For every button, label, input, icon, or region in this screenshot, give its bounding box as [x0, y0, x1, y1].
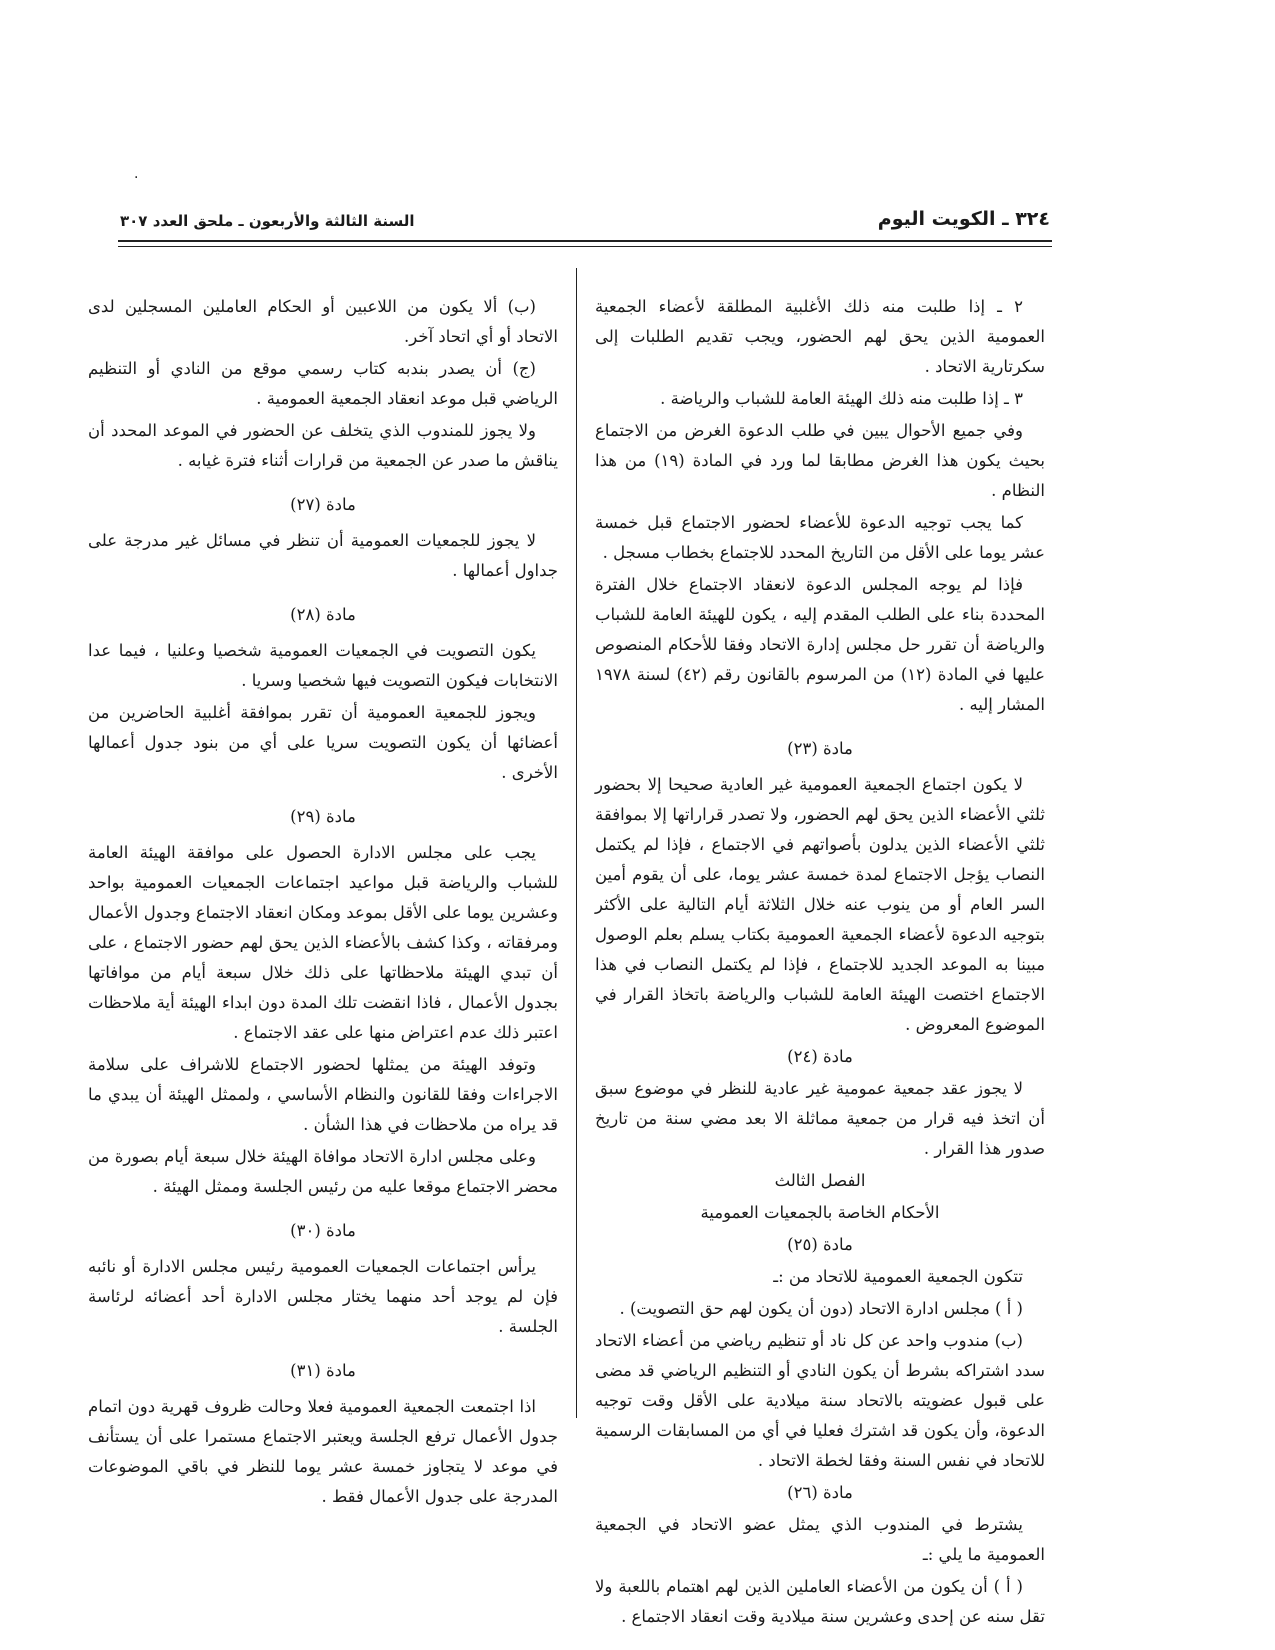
paragraph: يرأس اجتماعات الجمعيات العمومية رئيس مجلس الادارة أو نائبه فإن لم يوجد أحد منهما يختار مجلس الادارة أحد أعضائه لرئاسة الجلسة . — [88, 1257, 558, 1336]
paragraph: يجب على مجلس الادارة الحصول على موافقة الهيئة العامة للشباب والرياضة قبل مواعيد اجتماعات الجمعيات العمومية بواحد وعشرين يوما على الأقل بموعد ومكان انعقاد الاجتماع وجدول الأعمال ومرفقاته ، وكذا كشف بالأعضاء الذين يحق لهم حضور الاجتماع ، على أن تبدي الهيئة ملاحظاتها على ذلك خلال سبعة أيام من موافاتها بجدول الأعمال ، فاذا انقضت تلك المدة دون ابداء الهيئة أية ملاحظات اعتبر ذلك عدم اعتراض منها على عقد الاجتماع . — [88, 843, 558, 1042]
paragraph: (ب) ألا يكون من اللاعبين أو الحكام العاملين المسجلين لدى الاتحاد أو أي اتحاد آخر. — [88, 297, 558, 346]
page-header — [120, 206, 1050, 242]
article-heading: مادة (٢٦) — [787, 1483, 853, 1502]
paragraph: (ج) أن يصدر بندبه كتاب رسمي موقع من النادي أو التنظيم الرياضي قبل موعد انعقاد الجمعية العمومية . — [88, 359, 558, 408]
header-page-title: ٣٢٤ ـ الكويت اليوم — [877, 208, 1050, 230]
article-heading: مادة (٢٥) — [787, 1235, 853, 1254]
right-column — [595, 292, 1045, 1634]
article-heading: مادة (٢٨) — [290, 605, 356, 624]
header-issue-info: السنة الثالثة والأربعون ـ ملحق العدد ٣٠٧ — [120, 212, 415, 230]
paragraph: ويجوز للجمعية العمومية أن تقرر بموافقة أغلبية الحاضرين من أعضائها أن يكون التصويت سريا على أي من بنود جدول أعمالها الأخرى . — [88, 703, 558, 782]
paragraph: وتوفد الهيئة من يمثلها لحضور الاجتماع للاشراف على سلامة الاجراءات وفقا للقانون والنظام الأساسي ، ولممثل الهيئة أن يبدي ما قد يراه من ملاحظات في هذا الشأن . — [88, 1055, 558, 1134]
paragraph: كما يجب توجيه الدعوة للأعضاء لحضور الاجتماع قبل خمسة عشر يوما على الأقل من التاريخ المحدد للاجتماع بخطاب مسجل . — [595, 513, 1045, 562]
paragraph: ولا يجوز للمندوب الذي يتخلف عن الحضور في الموعد المحدد أن يناقش ما صدر عن الجمعية من قرارات أثناء فترة غيابه . — [88, 421, 558, 470]
paragraph: (ب) مندوب واحد عن كل ناد أو تنظيم رياضي من أعضاء الاتحاد سدد اشتراكه بشرط أن يكون النادي أو التنظيم الرياضي قد مضى على قبول عضويته بالاتحاد سنة ميلادية على الأقل وقت توجيه الدعوة، وأن يكون قد اشترك فعليا في أي من المسابقات الرسمية للاتحاد في نفس السنة وفقا لخطة الاتحاد . — [595, 1331, 1045, 1470]
column-divider — [576, 268, 577, 1418]
paragraph: ( أ ) أن يكون من الأعضاء العاملين الذين لهم اهتمام باللعبة ولا تقل سنه عن إحدى وعشرين سنة ميلادية وقت انعقاد الاجتماع . — [595, 1577, 1045, 1626]
article-heading: مادة (٢٩) — [290, 807, 356, 826]
paragraph: يشترط في المندوب الذي يمثل عضو الاتحاد في الجمعية العمومية ما يلي :ـ — [595, 1515, 1045, 1564]
left-column — [88, 292, 558, 1514]
paragraph: ٢ ـ إذا طلبت منه ذلك الأغلبية المطلقة لأعضاء الجمعية العمومية الذين يحق لهم الحضور، ويجب تقديم الطلبات إلى سكرتارية الاتحاد . — [595, 297, 1045, 376]
paragraph: وفي جميع الأحوال يبين في طلب الدعوة الغرض من الاجتماع بحيث يكون هذا الغرض مطابقا لما ورد في المادة (١٩) من هذا النظام . — [595, 421, 1045, 500]
article-heading: الفصل الثالث — [774, 1171, 866, 1190]
article-heading: مادة (٢٤) — [787, 1047, 853, 1066]
paragraph: ( أ ) مجلس ادارة الاتحاد (دون أن يكون لهم حق التصويت) . — [619, 1299, 1023, 1318]
paragraph: ٣ ـ إذا طلبت منه ذلك الهيئة العامة للشباب والرياضة . — [660, 389, 1023, 408]
article-heading: مادة (٢٣) — [787, 739, 853, 758]
article-heading: مادة (٣٠) — [290, 1221, 356, 1240]
header-rule-thick — [118, 240, 1052, 242]
paragraph: لا يكون اجتماع الجمعية العمومية غير العادية صحيحا إلا بحضور ثلثي الأعضاء الذين يحق لهم الحضور، ولا تصدر قراراتها إلا بموافقة ثلثي الأعضاء الذين يدلون بأصواتهم في الاجتماع ، فإذا لم يكتمل النصاب يؤجل الاجتماع لمدة خمسة عشر يوما، على أن يقوم أمين السر العام أو من ينوب عنه خلال الثلاثة أيام التالية على الأكثر بتوجيه الدعوة لأعضاء الجمعية العمومية بكتاب يسلم بعلم الوصول مبينا به الموعد الجديد للاجتماع ، فإذا لم يكتمل النصاب في هذا الاجتماع اختصت الهيئة العامة للشباب والرياضة باتخاذ القرار في الموضوع المعروض . — [595, 775, 1045, 1034]
paragraph: اذا اجتمعت الجمعية العمومية فعلا وحالت ظروف قهرية دون اتمام جدول الأعمال ترفع الجلسة ويعتبر الاجتماع مستمرا على أن يستأنف في موعد لا يتجاوز خمسة عشر يوما للنظر في باقي الموضوعات المدرجة على جدول الأعمال فقط . — [88, 1397, 558, 1506]
article-heading: مادة (٣١) — [290, 1361, 356, 1380]
article-heading: الأحكام الخاصة بالجمعيات العمومية — [700, 1203, 940, 1222]
paragraph: يكون التصويت في الجمعيات العمومية شخصيا وعلنيا ، فيما عدا الانتخابات فيكون التصويت فيها شخصيا وسريا . — [88, 641, 558, 690]
header-rule-thin — [118, 246, 1052, 247]
corner-dot: · — [134, 170, 139, 186]
paragraph: تتكون الجمعية العمومية للاتحاد من :ـ — [773, 1267, 1023, 1286]
paragraph: وعلى مجلس ادارة الاتحاد موافاة الهيئة خلال سبعة أيام بصورة من محضر الاجتماع موقعا عليه من رئيس الجلسة وممثل الهيئة . — [88, 1147, 558, 1196]
paragraph: لا يجوز عقد جمعية عمومية غير عادية للنظر في موضوع سبق أن اتخذ فيه قرار من جمعية مماثلة الا بعد مضي سنة من تاريخ صدور هذا القرار . — [595, 1079, 1045, 1158]
article-heading: مادة (٢٧) — [290, 495, 356, 514]
paragraph: لا يجوز للجمعيات العمومية أن تنظر في مسائل غير مدرجة على جداول أعمالها . — [88, 531, 558, 580]
paragraph: فإذا لم يوجه المجلس الدعوة لانعقاد الاجتماع خلال الفترة المحددة بناء على الطلب المقدم إليه ، يكون للهيئة العامة للشباب والرياضة أن تقرر حل مجلس إدارة الاتحاد وفقا للأحكام المنصوص عليها في المادة (١٢) من المرسوم بالقانون رقم (٤٢) لسنة ١٩٧٨ المشار إليه . — [595, 575, 1046, 714]
